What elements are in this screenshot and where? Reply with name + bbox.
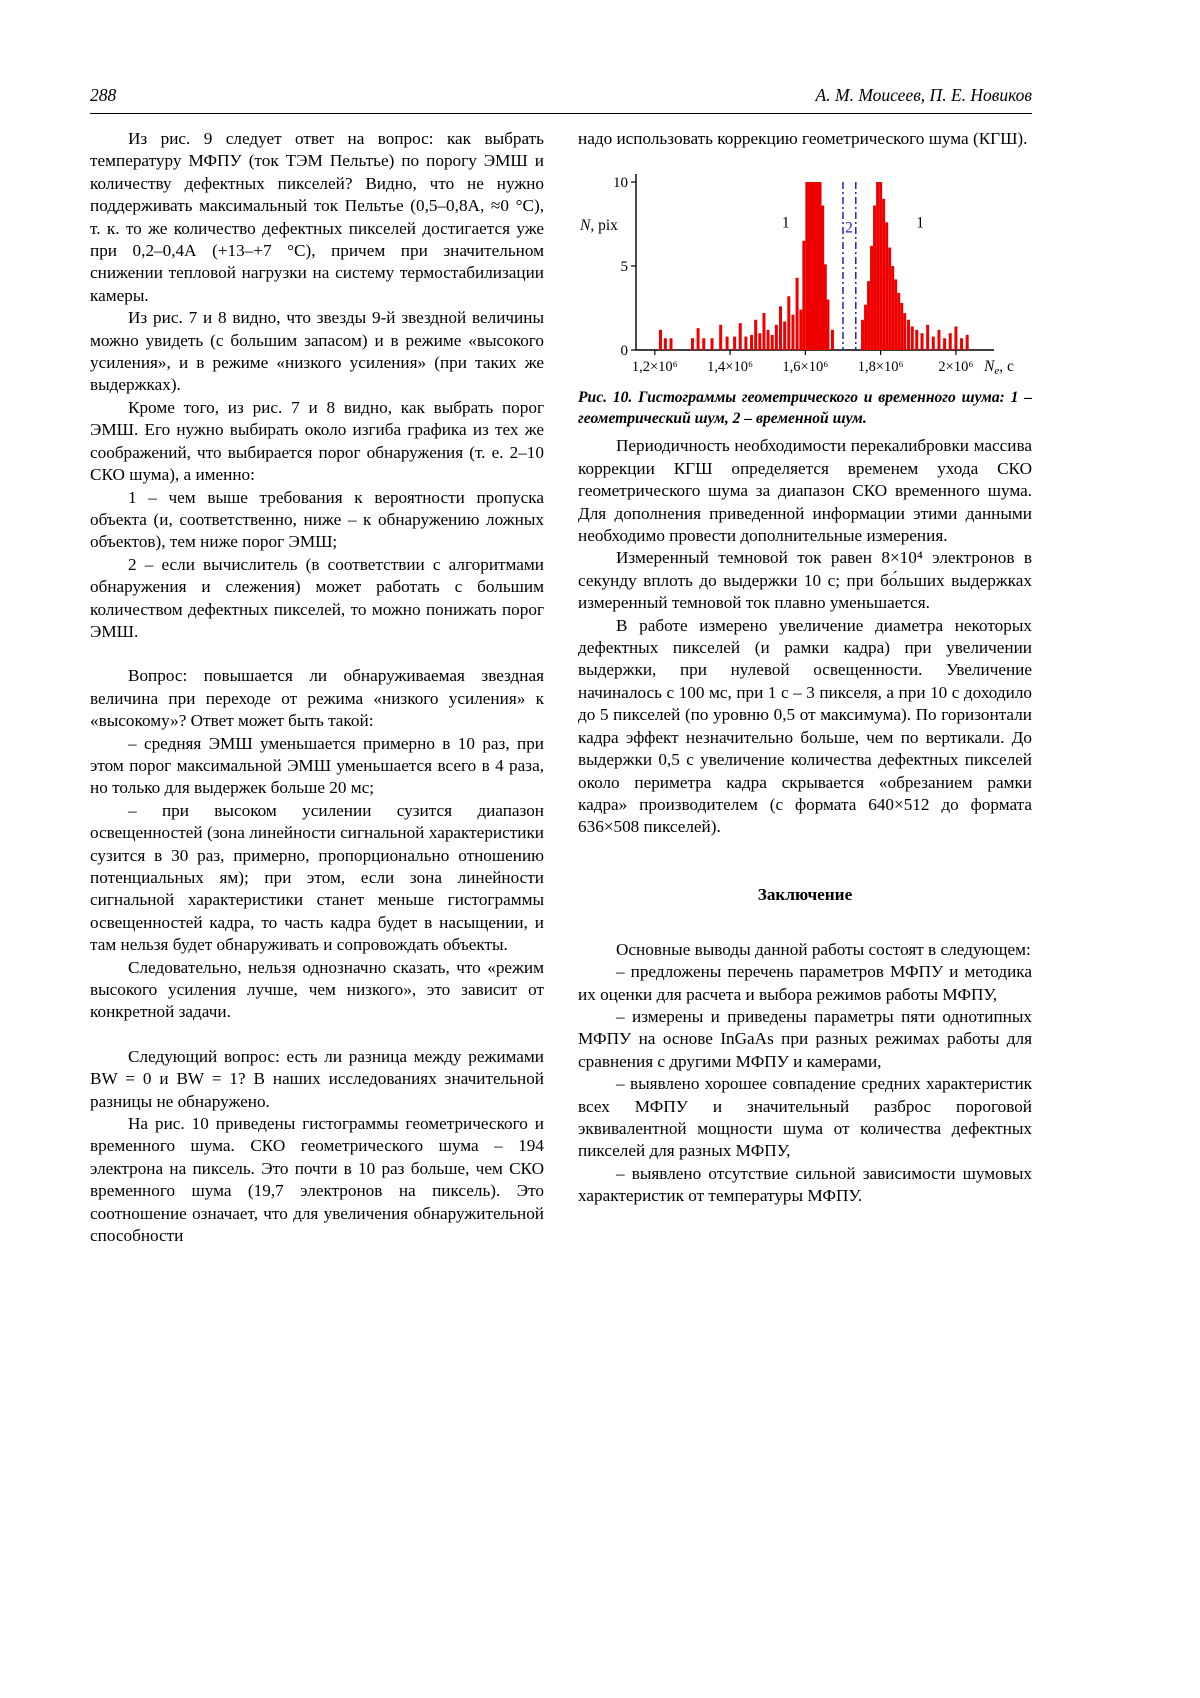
figure-caption-label: Рис. 10. [578,389,633,407]
paragraph: надо использовать коррекцию геометрического шума (КГШ). [578,129,1028,148]
svg-text:1,6×10⁶: 1,6×10⁶ [782,359,829,375]
header-rule [90,113,1032,114]
running-authors: А. М. Моисеев, П. Е. Новиков [815,85,1032,105]
svg-text:2×10⁶: 2×10⁶ [938,359,974,375]
paragraph: 1 – чем выше требования к вероятности пропуска объекта (и, соответственно, ниже – к обнаружению ложных объектов), тем ниже порог ЭМШ; [90,487,544,552]
paragraph: – средняя ЭМШ уменьшается примерно в 10 раз, при этом порог максимальной ЭМШ уменьшается всего в 4 раза, но только для выдержек больше 20 мс; [90,733,544,798]
left-column [90,128,544,1248]
svg-text:5: 5 [620,259,628,276]
svg-text:Nе, с: Nе, с [984,358,1014,375]
svg-text:1,4×10⁶: 1,4×10⁶ [707,359,754,375]
svg-text:1,2×10⁶: 1,2×10⁶ [631,359,678,375]
paragraph: На рис. 10 приведены гистограммы геометрического и временного шума. СКО геометрического шума – 194 электрона на пиксель. Это почти в 10 раз больше, чем СКО временного шума (19,7 электронов на пиксель). Это соотношение означает, что для увеличения обнаружительной способности [90,1114,544,1246]
paragraph: – при высоком усилении сузится диапазон освещенностей (зона линейности сигнальной характеристики сузится в 30 раз, примерно, пропорционально отношению потенциальных ям); при этом, если зона линейности сигнальной характеристики станет меньше гистограммы освещенностей кадра, то часть кадра будет в насыщении, и там нельзя будет обнаруживать и сопровождать объекты. [90,800,544,955]
page-header [90,85,1032,106]
section-heading-conclusion: Заключение [757,884,853,904]
page-number: 288 [90,85,117,105]
figure-caption-text: Гистограммы геометрического и временного шума: 1 – геометрический шум, 2 – временной шум. [578,389,1032,427]
two-column-layout [90,128,1032,1248]
paragraph: Из рис. 7 и 8 видно, что звезды 9-й звездной величины можно увидеть (с большим запасом) и в режиме «высокого усиления», и в режиме «низкого усиления» (при таких же выдержках). [90,308,544,395]
figure-caption [578,388,1032,429]
paragraph: Вопрос: повышается ли обнаруживаемая звездная величина при переходе от режима «низкого усиления» к «высокому»? Ответ может быть такой: [90,666,544,731]
svg-text:0: 0 [620,343,628,360]
paragraph: Измеренный темновой ток равен 8×10⁴ электронов в секунду вплоть до выдержки 10 с; при бо́льших выдержках измеренный темновой ток плавно уменьшается. [578,548,1032,613]
paragraph: Периодичность необходимости перекалибровки массива коррекции КГШ определяется временем ухода СКО геометрического шума за диапазон СКО временного шума. Для дополнения приведенной информации этими данными необходимо провести дополнительные измерения. [578,436,1032,546]
paragraph: – измерены и приведены параметры пяти однотипных МФПУ на основе InGaAs при разных режимах работы для сравнения с другими МФПУ и камерами, [578,1006,1032,1071]
paragraph: – выявлено хорошее совпадение средних характеристик всех МФПУ и значительный разброс пороговой эквивалентной мощности шума от количества дефектных пикселей для разных МФПУ, [578,1074,1032,1161]
svg-text:1: 1 [916,214,925,232]
figure-10 [578,168,1032,429]
svg-text:1: 1 [781,214,790,232]
svg-text:10: 10 [613,175,628,192]
paragraph: Кроме того, из рис. 7 и 8 видно, как выбрать порог ЭМШ. Его нужно выбирать около изгиба графика из тех же соображений, что выбирается порог обнаружения (т. е. 2–10 СКО шума), а именно: [90,397,544,485]
paragraph: – выявлено отсутствие сильной зависимости шумовых характеристик от температуры МФПУ. [578,1163,1032,1206]
paragraph: Из рис. 9 следует ответ на вопрос: как выбрать температуру МФПУ (ток ТЭМ Пельтье) по порогу ЭМШ и количеству дефектных пикселей? Видно, что не нужно поддерживать максимальный ток Пельтье (0,5–0,8А, ≈0 °С), т. к. то же количество дефектных пикселей достигается уже при 0,2–0,4А (+13–+7 °С), причем при значительном снижении тепловой нагрузки на систему термостабилизации камеры. [90,129,544,305]
noise-histogram-chart [578,168,1030,374]
svg-text:2: 2 [845,219,853,237]
svg-text:1,8×10⁶: 1,8×10⁶ [857,359,904,375]
paragraph: Следовательно, нельзя однозначно сказать, что «режим высокого усиления лучше, чем низкого», это зависит от конкретной задачи. [90,957,544,1022]
paragraph: 2 – если вычислитель (в соответствии с алгоритмами обнаружения и слежения) может работать с большим количеством дефектных пикселей, то можно понижать порог ЭМШ. [90,554,544,641]
paragraph: В работе измерено увеличение диаметра некоторых дефектных пикселей (и рамки кадра) при увеличении выдержки, при нулевой освещенности. Увеличение начиналось с 100 мс, при 1 с – 3 пикселя, а при 10 с доходило до 5 пикселей (по уровню 0,5 от максимума). По горизонтали кадра эффект незначительно больше, чем по вертикали. До выдержки 0,5 с увеличение количества дефектных пикселей около периметра кадра скрывается «обрезанием рамки кадра» производителем (с формата 640×512 до формата 636×508 пикселей). [578,615,1032,837]
right-column [578,128,1032,1248]
paragraph: Основные выводы данной работы состоят в следующем: [616,939,1031,959]
paragraph: – предложены перечень параметров МФПУ и методика их оценки для расчета и выбора режимов работы МФПУ, [578,962,1032,1004]
svg-text:N, pix: N, pix [580,217,618,235]
paragraph: Следующий вопрос: есть ли разница между режимами BW = 0 и BW = 1? В наших исследованиях значительной разницы не обнаружено. [90,1046,544,1111]
